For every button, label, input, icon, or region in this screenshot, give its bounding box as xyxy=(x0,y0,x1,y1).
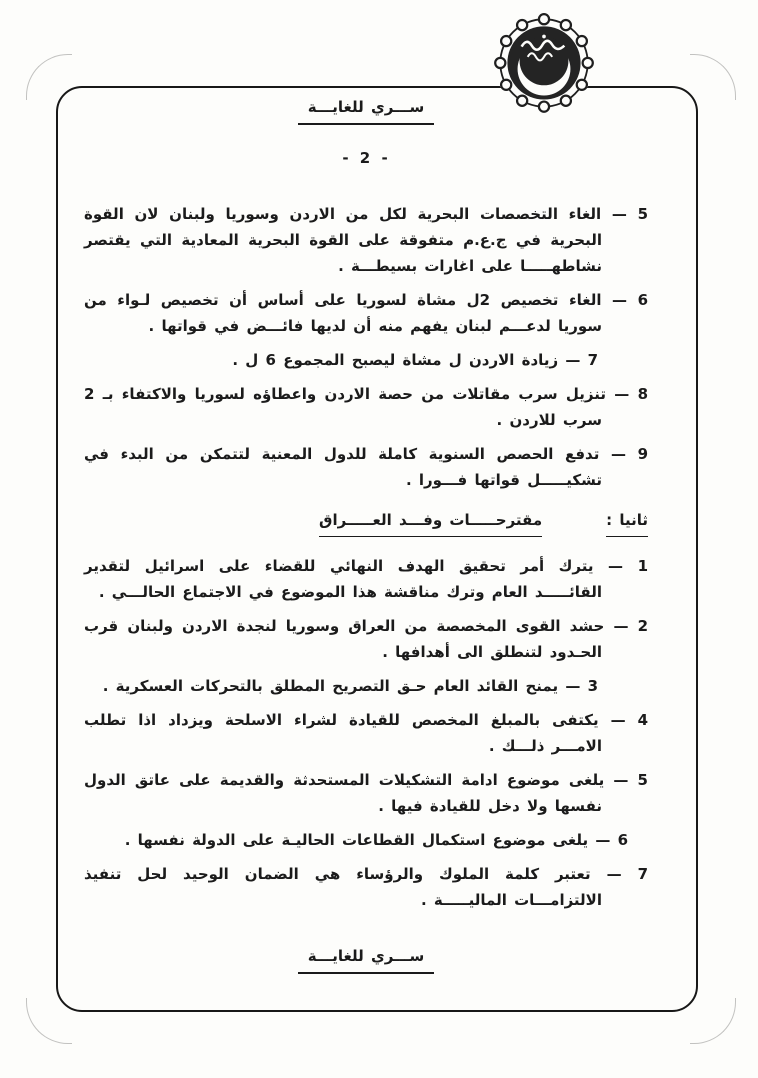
list-item xyxy=(84,287,648,339)
page-number: - 2 - xyxy=(342,149,390,167)
list-item xyxy=(84,441,648,493)
list-item xyxy=(84,707,648,759)
item-text: تعتبر كلمة الملوك والرؤساء هي الضمان الوحيد لحل تنفيذ الالتزامـــات الماليـــــة . xyxy=(84,865,602,909)
section-heading xyxy=(84,507,648,537)
item-number: 8 — xyxy=(614,385,648,403)
item-text: الغاء تخصيص 2ل مشاة لسوريا على أساس أن تخصيص لـواء من سوريا لدعـــم لبنان يفهم منه أن لديها فائـــض في قواتها . xyxy=(84,291,602,335)
item-text: حشد القوى المخصصة من العراق وسوريا لنجدة الاردن ولبنان قرب الحـدود لتنطلق الى أهدافها . xyxy=(84,617,605,661)
item-number: 3 — xyxy=(565,677,598,695)
item-text: يكتفى بالمبلغ المخصص للقيادة لشراء الاسلحة ويزداد اذا تطلب الامـــر ذلـــك . xyxy=(84,711,602,755)
section-two-list xyxy=(84,553,648,913)
list-item xyxy=(84,347,598,373)
item-number: 7 — xyxy=(606,865,648,883)
item-number: 7 — xyxy=(565,351,598,369)
item-text: تنزيل سرب مقاتلات من حصة الاردن واعطاؤه لسوريا والاكتفاء بـ 2 سرب للاردن . xyxy=(84,385,606,429)
item-number: 1 — xyxy=(608,557,648,575)
item-text: يمنح القائد العام حـق التصريح المطلق بالتحركات العسكرية . xyxy=(102,677,559,695)
list-item xyxy=(84,553,648,605)
section-label: ثانيا : xyxy=(606,507,648,537)
section-title: مقترحـــــات وفـــد العـــــراق xyxy=(319,507,542,537)
list-item xyxy=(84,201,648,279)
item-text: يترك أمر تحقيق الهدف النهائي للقضاء على اسرائيل لتقدير القائـــــد العام وترك مناقشة هذا الموضوع في الاجتماع الحالـــي . xyxy=(84,557,602,601)
item-number: 9 — xyxy=(610,445,648,463)
paper-corner-mark xyxy=(690,54,736,100)
list-item xyxy=(84,613,648,665)
item-number: 4 — xyxy=(610,711,648,729)
item-number: 5 — xyxy=(611,205,648,223)
classification-text: ســـري للغايـــة xyxy=(298,943,434,974)
item-text: يلغى موضوع استكمال القطاعات الحاليـة على الدولة نفسها . xyxy=(124,831,589,849)
paper-corner-mark xyxy=(690,998,736,1044)
classification-top xyxy=(84,94,648,125)
document-body xyxy=(84,94,648,974)
item-number: 2 — xyxy=(613,617,648,635)
list-item xyxy=(84,767,648,819)
item-text: تدفع الحصص السنوية كاملة للدول المعنية لتتمكن من البدء في تشكيـــــل قواتها فـــورا . xyxy=(84,445,602,489)
list-item xyxy=(84,827,628,853)
item-text: الغاء التخصصات البحرية لكل من الاردن وسوريا ولبنان لان القوة البحرية في ج.ع.م متفوقة على القوة البحرية المعادية التي يقتصر نشاطهـــــا على اغارات بسيطـــة . xyxy=(84,205,602,275)
item-number: 6 — xyxy=(612,291,648,309)
item-text: زيادة الاردن ل مشاة ليصبح المجموع 6 ل . xyxy=(232,351,559,369)
section-one-list xyxy=(84,201,648,493)
item-number: 6 — xyxy=(595,831,628,849)
list-item xyxy=(84,861,648,913)
classification-bottom xyxy=(84,943,648,974)
item-text: يلغى موضوع ادامة التشكيلات المستحدثة والقديمة على عاتق الدول نفسها ولا دخل للقيادة فيها . xyxy=(84,771,605,815)
classification-text: ســـري للغايـــة xyxy=(298,94,434,125)
item-number: 5 — xyxy=(613,771,648,789)
list-item xyxy=(84,673,598,699)
list-item xyxy=(84,381,648,433)
